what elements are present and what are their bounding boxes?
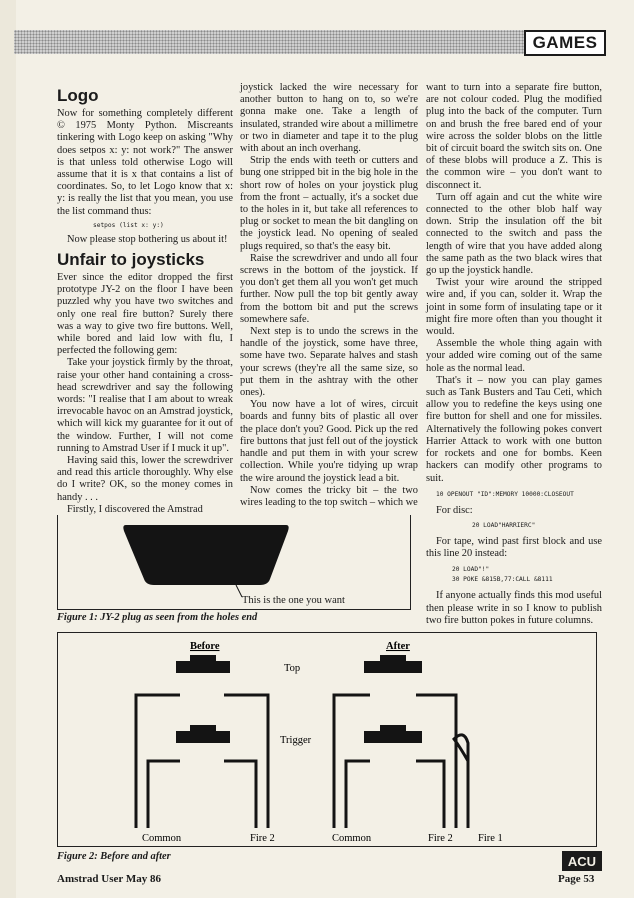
code-line: setpos (list x: y:) <box>93 221 164 229</box>
joystick-plug-diagram <box>58 515 412 610</box>
paragraph: Next step is to undo the screws in the handle of the joystick, some have three, some have two. Separate halves and stash your screws (they're all the same size, so put them in the ashtray with the other ones). <box>240 326 418 399</box>
paragraph: For tape, wind past first block and use this line 20 instead: <box>426 535 602 560</box>
paragraph: Now comes the tricky bit – the two wires leading to the top switch – which we <box>240 484 418 508</box>
paragraph: Raise the screwdriver and undo all four screws in the bottom of the joystick. If you don't get them all you won't get much further. Now pull the top bit gently away from the bottom bit and put the screws somewhere safe. <box>240 252 418 325</box>
before-trigger-button <box>190 725 216 733</box>
column-2 <box>240 82 418 509</box>
paragraph: That's it – now you can play games such as Tank Busters and Tau Ceti, which allow you to redefine the keys using one fire button for shell and one for missiles. Alternatively the following pokes convert Harrier Attack to work with one button for rockets and one for bombs. Keen hackers can modify other programs to suit. <box>426 374 602 484</box>
after-inner-left-wire <box>346 761 370 828</box>
figure-2 <box>57 632 597 847</box>
paragraph: You now have a lot of wires, circuit boards and funny bits of plastic all over the place don't you? Good. Pick up the red fire buttons that just fell out of the joystick handle and put them in with your screw collection. While you're tidying up wrap the wire around the joystick lead a bit. <box>240 399 418 484</box>
section-tag: GAMES <box>524 30 606 56</box>
paragraph: want to turn into a separate fire button, are not colour coded. Plug the modified plug into the back of the computer. Turn on and brush the free bared end of your wire across the solder blobs on the little bit of circuit board the switch sits on. One of these blobs will produce a Z. This is the common wire – you don't want to disconnect it. <box>426 82 602 191</box>
switch-wiring-diagram <box>58 633 598 848</box>
common-label: Common <box>332 833 372 844</box>
paragraph: Strip the ends with teeth or cutters and bung one stripped bit in the big hole in the short row of holes on your joystick plug from the front – actually, it's a socket due to the holes in it, but take all references to plug or socket to mean the bit dangling on the joystick lead. No opening of sealed plugs required, so that's the easy bit. <box>240 155 418 252</box>
figure-1-caption: Figure 1: JY-2 plug as seen from the holes end <box>57 612 258 623</box>
plug-annotation: This is the one you want <box>242 595 345 606</box>
paragraph: Ever since the editor dropped the first prototype JY-2 on the floor I have been puzzled why you have two switches and only one real fire button? Surely there was a way to give two fire buttons. Well, while bored and laid low with flu, I perfected the following gem: <box>57 272 233 357</box>
header-band <box>14 30 524 54</box>
after-label: After <box>386 641 410 652</box>
plug-shape <box>123 525 288 585</box>
paragraph: Having said this, lower the screwdriver and read this article thoroughly. Why else do I write? OK, so the money comes in handy . . . <box>57 455 233 503</box>
top-label: Top <box>284 663 301 674</box>
fire2-label: Fire 2 <box>250 833 275 844</box>
before-top-button <box>190 655 216 663</box>
column-3 <box>426 82 602 627</box>
fire1-label: Fire 1 <box>478 833 503 844</box>
heading-joysticks: Unfair to joysticks <box>57 250 205 270</box>
figure-1 <box>57 515 411 610</box>
paragraph: Now please stop bothering us about it! <box>67 233 228 245</box>
column-1 <box>57 84 233 516</box>
paragraph: Firstly, I discovered the Amstrad <box>67 503 203 515</box>
paragraph: If anyone actually finds this mod useful then please write in so I know to publish two fire button pokes in future columns. <box>426 590 602 626</box>
code-line: 20 LOAD"HARRIERC" <box>472 521 536 529</box>
after-trigger-button <box>380 725 406 733</box>
acu-logo: ACU <box>562 851 602 871</box>
paragraph: For disc: <box>436 504 473 516</box>
common-label: Common <box>142 833 182 844</box>
paragraph: Assemble the whole thing again with your added wire coming out of the same hole as the normal lead. <box>426 338 602 374</box>
magazine-issue: Amstrad User May 86 <box>57 873 161 885</box>
paragraph: Twist your wire around the stripped wire and, if you can, solder it. Wrap the joint in some form of insulating tape or it might fire more often than you thought it would. <box>426 277 602 338</box>
before-inner-right-wire <box>224 761 256 828</box>
before-inner-left-wire <box>148 761 180 828</box>
figure-2-caption: Figure 2: Before and after <box>57 851 171 862</box>
page-number: Page 53 <box>558 873 595 885</box>
paragraph: joystick lacked the wire necessary for another button to hang on to, so we're gonna make one. Take a length of insulated, stranded wire about a millimetre or two in diameter and tape it to the plug with about an inch overhang. <box>240 82 418 155</box>
page-edge <box>0 0 16 898</box>
heading-logo: Logo <box>57 86 99 105</box>
after-inner-right-wire <box>416 761 444 828</box>
trigger-label: Trigger <box>280 735 312 746</box>
paragraph: Turn off again and cut the white wire connected to the other blob half way down. Strip the insulation off the bit connected to the switch and pass the length of wire that you have added along the same path as the two black wires that go up the joystick handle. <box>426 191 602 277</box>
paragraph: Now for something completely different © 1975 Monty Python. Miscreants tinkering with Logo keep on asking "Why does setpos x: y: not work?" The answer is that unless told otherwise Logo will assume that it is x that contains a list of coordinates. So, to let Logo know that x: y: is really the list that you mean, you use the list command thus: <box>57 108 233 217</box>
after-top-button <box>380 655 406 663</box>
paragraph: Take your joystick firmly by the throat, raise your other hand containing a cross-head screwdriver and say the following words: "I realise that I am about to wreak irrevocable havoc on an Amstrad joystick, which will kick my guarantee for it out of the window. Further, I will not come running to Amstrad User if I muck it up". <box>57 357 233 454</box>
fire2-label: Fire 2 <box>428 833 453 844</box>
before-label: Before <box>190 641 220 652</box>
code-block: 20 LOAD"!" 30 POKE &815B,77:CALL &8111 <box>452 566 553 584</box>
code-line: 10 OPENOUT "ID":MEMORY 10000:CLOSEOUT <box>436 490 574 498</box>
